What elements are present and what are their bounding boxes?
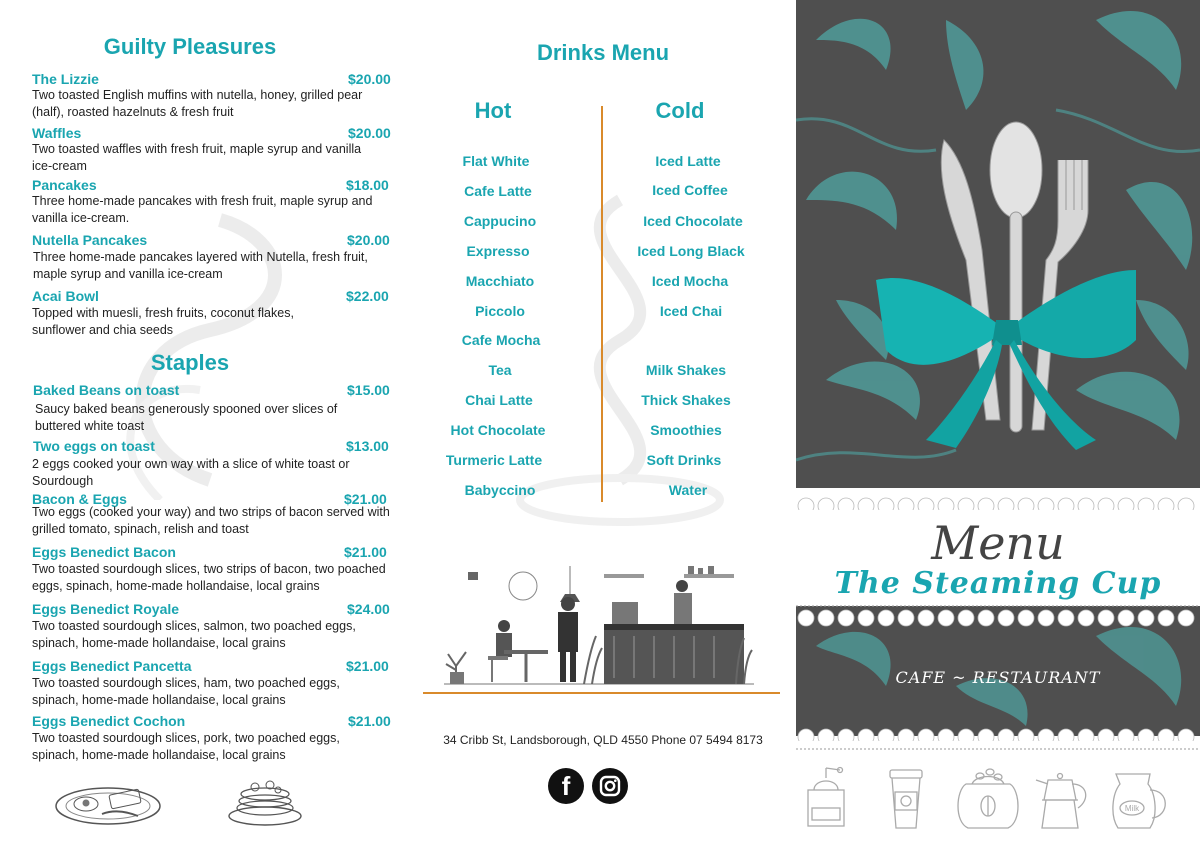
coffee-icons-row (796, 760, 1200, 840)
hot-drink-item: Hot Chocolate (450, 422, 546, 438)
facebook-icon[interactable] (548, 768, 584, 804)
hot-drink-item: Cafe Mocha (461, 332, 541, 348)
cover-panel (796, 0, 1200, 854)
drinks-menu-panel (410, 0, 796, 854)
menu-item-description: Two toasted English muffins with nutella, honey, grilled pear (half), roasted hazelnuts & fresh fruit (32, 88, 363, 119)
cold-drink-item: Iced Coffee (652, 182, 728, 198)
hot-drink-item: Cafe Latte (464, 183, 532, 199)
cafe-illustration (444, 566, 754, 688)
hot-drink-item: Chai Latte (465, 392, 533, 408)
menu-item-price: $20.00 (348, 71, 391, 87)
cold-drink-item: Iced Chocolate (643, 213, 743, 229)
instagram-icon[interactable] (592, 768, 628, 804)
damask-leaves-icon (796, 0, 1200, 492)
menu-item-name: Eggs Benedict Cochon (32, 713, 186, 729)
hot-drink-item: Babyccino (464, 482, 536, 498)
lace-border-icon (796, 720, 1200, 752)
menu-item-name: Baked Beans on toast (33, 382, 180, 398)
hot-drink-item: Turmeric Latte (445, 452, 543, 468)
guilty-pleasures-title: Guilty Pleasures (103, 34, 277, 59)
menu-item-name: Acai Bowl (32, 288, 99, 304)
food-menu-panel (0, 0, 410, 854)
menu-item-name: Eggs Benedict Royale (32, 601, 180, 617)
cold-drink-item: Iced Chai (659, 303, 723, 319)
menu-item-price: $20.00 (347, 232, 390, 248)
menu-heading: Menu (931, 516, 1065, 570)
takeaway-cup-icon (890, 770, 922, 828)
footer-divider (423, 692, 780, 694)
coffee-bean-sack-icon (958, 769, 1018, 828)
cold-drink-item: Smoothies (650, 422, 722, 438)
menu-item-description: Three home-made pancakes with fresh fruit, maple syrup and vanilla ice-cream. (32, 194, 373, 225)
menu-item-description: Two toasted sourdough slices, salmon, two poached eggs, spinach, home-made hollandaise, local grains (32, 619, 356, 650)
menu-item-description: Three home-made pancakes layered with Nutella, fresh fruit, maple syrup and vanilla ice-cream (33, 250, 368, 281)
menu-item-description: 2 eggs cooked your own way with a slice of white toast or Sourdough (32, 457, 350, 488)
menu-item-price: $18.00 (346, 177, 389, 193)
menu-item-price: $21.00 (344, 491, 387, 507)
cold-drinks-heading: Cold (655, 98, 705, 123)
menu-item-description: Two toasted sourdough slices, two strips of bacon, two poached eggs, spinach, home-made hollandaise, local grains (32, 562, 386, 593)
menu-item-price: $21.00 (344, 544, 387, 560)
menu-item-price: $15.00 (347, 382, 390, 398)
cold-drink-item: Iced Latte (655, 153, 721, 169)
hot-drink-item: Cappucino (463, 213, 537, 229)
menu-item-name: Bacon & Eggs (32, 491, 127, 507)
menu-item-price: $24.00 (347, 601, 390, 617)
milk-label: Milk (1124, 804, 1140, 813)
menu-item-name: Eggs Benedict Bacon (32, 544, 176, 560)
hot-drink-item: Flat White (462, 153, 530, 169)
cold-drink-item: Iced Mocha (651, 273, 729, 289)
cover-damask-background (796, 0, 1200, 492)
lace-border-icon (796, 604, 1200, 636)
menu-item-name: Nutella Pancakes (32, 232, 148, 248)
menu-item-description: Two toasted sourdough slices, pork, two poached eggs, spinach, home-made hollandaise, local grains (32, 731, 340, 762)
menu-item-description: Two toasted waffles with fresh fruit, maple syrup and vanilla ice-cream (32, 142, 362, 173)
hot-drink-item: Piccolo (475, 303, 525, 319)
instagram-glyph-icon (592, 768, 628, 804)
column-divider (601, 106, 603, 502)
menu-item-name: The Lizzie (32, 71, 99, 87)
menu-item-name: Pancakes (32, 177, 97, 193)
moka-pot-icon (1036, 774, 1086, 829)
menu-item-name: Eggs Benedict Pancetta (32, 658, 192, 674)
menu-item-name: Two eggs on toast (33, 438, 155, 454)
menu-item-price: $21.00 (348, 713, 391, 729)
address-phone: 34 Cribb St, Landsborough, QLD 4550 Phone 07 5494 8173 (443, 733, 763, 747)
facebook-glyph: f (561, 771, 571, 801)
menu-item-price: $22.00 (346, 288, 389, 304)
hot-drinks-heading: Hot (474, 98, 512, 123)
cold-drink-item: Milk Shakes (645, 362, 727, 378)
menu-item-price: $21.00 (346, 658, 389, 674)
coffee-grinder-icon (808, 768, 844, 827)
restaurant-name: The Steaming Cup (834, 566, 1162, 601)
hot-drink-item: Tea (488, 362, 512, 378)
menu-item-description: Two toasted sourdough slices, ham, two poached eggs, spinach, home-made hollandaise, local grains (32, 676, 340, 707)
menu-item-price: $20.00 (348, 125, 391, 141)
menu-item-description: Saucy baked beans generously spooned over slices of buttered white toast (35, 402, 338, 433)
hot-drink-item: Expresso (466, 243, 530, 259)
menu-item-name: Waffles (32, 125, 82, 141)
menu-item-price: $13.00 (346, 438, 389, 454)
hot-drink-item: Macchiato (465, 273, 535, 289)
cold-drink-item: Soft Drinks (646, 452, 722, 468)
milk-jug-icon (1113, 774, 1165, 828)
cold-drink-item: Thick Shakes (641, 392, 731, 408)
breakfast-plate-icon (52, 778, 164, 828)
menu-item-description: Topped with muesli, fresh fruits, coconut flakes, sunflower and chia seeds (32, 306, 294, 337)
drinks-menu-title: Drinks Menu (536, 40, 670, 65)
cafe-restaurant-tagline: CAFE ~ RESTAURANT (895, 668, 1101, 687)
cold-drink-item: Water (668, 482, 708, 498)
cold-drink-item: Iced Long Black (637, 243, 745, 259)
menu-item-description: Two eggs (cooked your way) and two strips of bacon served with grilled tomato, spinach, relish and toast (32, 505, 390, 536)
pancakes-icon (222, 778, 308, 828)
staples-title: Staples (150, 350, 230, 375)
